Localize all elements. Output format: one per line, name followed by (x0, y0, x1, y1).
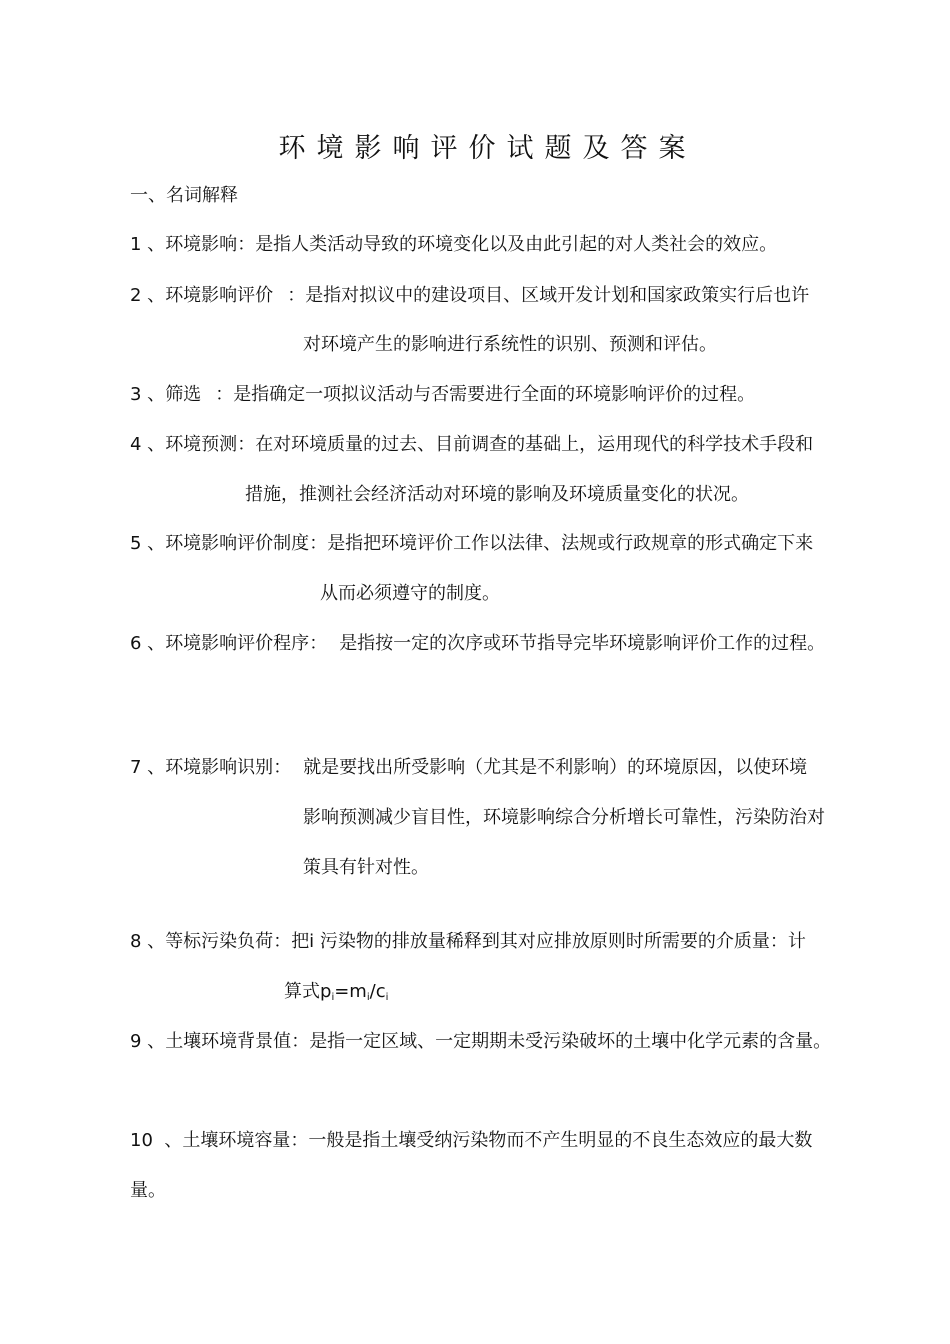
list-item (130, 756, 807, 780)
item-continuation: 措施，推测社会经济活动对环境的影响及环境质量变化的状况。 (245, 484, 749, 505)
item-definition: 一般是指土壤受纳污染物而不产生明显的不良生态效应的最大数 (308, 1130, 813, 1151)
list-item (130, 233, 777, 257)
item-number: 4 、 (130, 434, 166, 455)
formula-subscript: i (385, 992, 389, 1003)
item-number: 1 、 (130, 234, 166, 255)
item-term: 环境影响识别 (165, 757, 274, 778)
item-separator: ： (287, 285, 306, 306)
item-number: 7 、 (130, 757, 166, 778)
item-number: 3 、 (130, 384, 166, 405)
document-title: 环境影响评价试题及答案 (278, 133, 697, 164)
item-definition: 是指对拟议中的建设项目、区域开发计划和国家政策实行后也许 (305, 285, 810, 306)
item-separator: ： (273, 931, 292, 952)
item-definition: 是指一定区域、一定期期未受污染破坏的土壤中化学元素的含量。 (309, 1031, 832, 1052)
list-item (130, 383, 755, 407)
list-item (130, 930, 806, 954)
item-separator: ： (291, 1031, 310, 1052)
item-separator: ： (237, 434, 256, 455)
item-continuation: 对环境产生的影响进行系统性的识别、预测和评估。 (303, 334, 717, 355)
item-term: 等标污染负荷 (165, 931, 274, 952)
item-term: 土壤环境容量 (182, 1130, 291, 1151)
list-item (130, 532, 813, 556)
item-continuation: 策具有针对性。 (303, 857, 429, 878)
item-number: 2 、 (130, 285, 166, 306)
item-term: 环境影响评价程序 (165, 633, 310, 654)
formula (284, 980, 388, 1010)
item-separator: ： (237, 234, 256, 255)
formula-subscript: i (366, 992, 370, 1003)
item-definition: 是指人类活动导致的环境变化以及由此引起的对人类社会的效应。 (255, 234, 778, 255)
section-heading: 一、名词解释 (130, 185, 238, 206)
item-number: 5 、 (130, 533, 166, 554)
item-definition: 在对环境质量的过去、目前调查的基础上，运用现代的科学技术手段和 (255, 434, 814, 455)
item-separator: ： (290, 1130, 309, 1151)
item-term: 环境影响评价制度 (165, 533, 310, 554)
item-separator: ： (309, 533, 328, 554)
item-definition: 就是要找出所受影响（尤其是不利影响）的环境原因，以使环境 (303, 757, 808, 778)
item-number: 9 、 (130, 1031, 166, 1052)
item-term: 环境影响 (165, 234, 238, 255)
list-item (130, 632, 825, 656)
item-separator: ： (215, 384, 234, 405)
formula-text: =m (334, 981, 367, 1002)
item-number: 8 、 (130, 931, 166, 952)
item-term: 筛选 (165, 384, 202, 405)
item-term: 环境预测 (165, 434, 238, 455)
item-term: 环境影响评价 (165, 285, 274, 306)
item-continuation: 影响预测减少盲目性，环境影响综合分析增长可靠性，污染防治对 (303, 807, 825, 828)
formula-text: /c (369, 981, 386, 1002)
formula-subscript: i (331, 992, 335, 1003)
item-term: 土壤环境背景值 (165, 1031, 292, 1052)
item-separator: ： (273, 757, 292, 778)
item-separator: ： (309, 633, 328, 654)
item-continuation: 从而必须遵守的制度。 (320, 583, 500, 604)
formula-text: 算式p (284, 981, 332, 1002)
list-item (130, 433, 813, 457)
list-item (130, 1129, 812, 1153)
item-definition: 把i 污染物的排放量稀释到其对应排放原则时所需要的介质量：计 (291, 931, 806, 952)
item-definition: 是指把环境评价工作以法律、法规或行政规章的形式确定下来 (327, 533, 814, 554)
item-number: 10 、 (130, 1130, 183, 1151)
list-item (130, 1030, 831, 1054)
item-definition: 是指按一定的次序或环节指导完毕环境影响评价工作的过程。 (339, 633, 826, 654)
item-continuation: 量。 (130, 1180, 166, 1201)
item-definition: 是指确定一项拟议活动与否需要进行全面的环境影响评价的过程。 (233, 384, 756, 405)
item-number: 6 、 (130, 633, 166, 654)
list-item (130, 284, 809, 308)
